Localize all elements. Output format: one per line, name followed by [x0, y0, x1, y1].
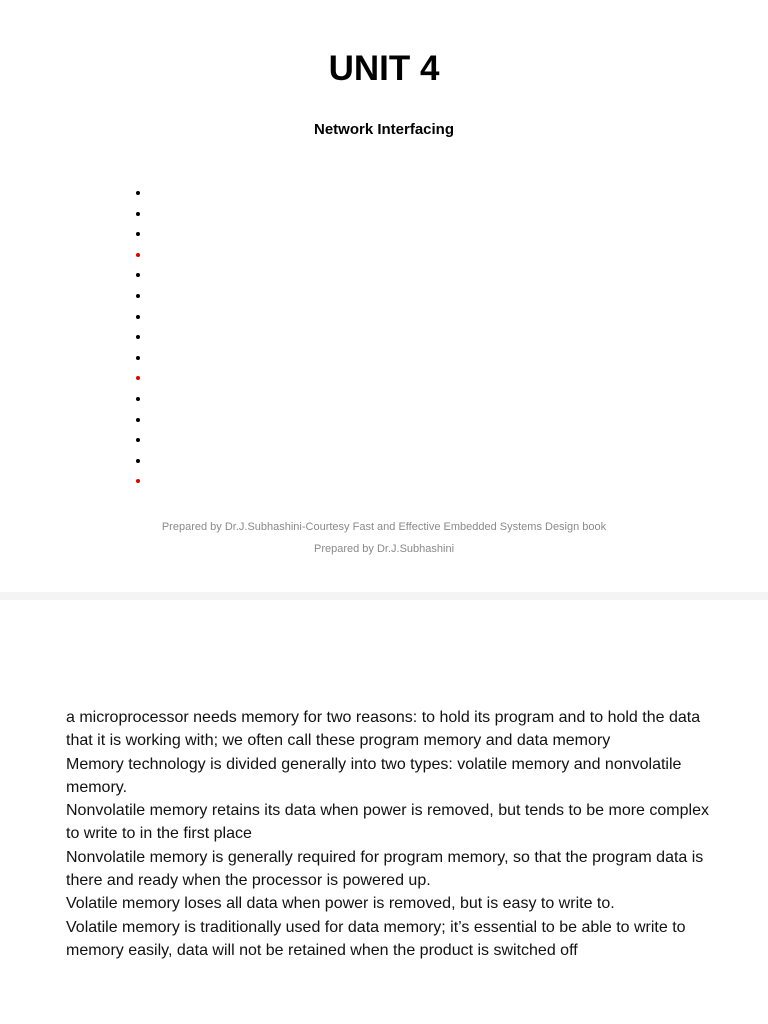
- bullet-dot-icon: [136, 459, 140, 463]
- footer-credit-line: Prepared by Dr.J.Subhashini-Courtesy Fast and Effective Embedded Systems Design book: [161, 521, 607, 533]
- memory-slide: [60, 660, 760, 1000]
- paragraph: a microprocessor needs memory for two reasons: to hold its program and to hold the data that it is working with; we often call these program memory and data memory: [66, 709, 701, 750]
- bullet-dot-icon: [136, 356, 140, 360]
- bullet-dot-icon: [136, 232, 140, 236]
- bullet-dot-icon: [136, 273, 140, 277]
- paragraph: Nonvolatile memory is generally required for program memory, so that the program data is there and ready when the processor is powered up.: [66, 848, 704, 890]
- footer-author-line: Prepared by Dr.J.Subhashini: [313, 543, 455, 555]
- bullet-dot-icon: [136, 335, 140, 339]
- bullet-dot-icon: [136, 418, 140, 422]
- bullet-dot-icon: [136, 438, 140, 442]
- slide-subtitle: Network Interfacing: [313, 121, 455, 138]
- paragraph: Volatile memory loses all data when power is removed, but is easy to write to.: [66, 895, 615, 913]
- memory-text-block: [66, 706, 726, 962]
- bullet-dot-icon: [136, 294, 140, 298]
- paragraph: Memory technology is divided generally into two types: volatile memory and nonvolatile memory.: [66, 755, 682, 796]
- bullet-dot-icon: [136, 191, 140, 195]
- bullet-dot-icon: [136, 397, 140, 401]
- bullet-dot-icon: [136, 253, 140, 257]
- bullet-dot-icon: [136, 376, 140, 380]
- slide-title: UNIT 4: [328, 49, 440, 88]
- page-divider: [0, 592, 768, 600]
- paragraph: Volatile memory is traditionally used for data memory; it’s essential to be able to write to memory easily, data will not be retained when the product is switched off: [66, 918, 686, 959]
- paragraph: Nonvolatile memory retains its data when power is removed, but tends to be more complex to write to in the first place: [66, 802, 709, 843]
- bullet-dot-icon: [136, 212, 140, 216]
- bullet-dot-icon: [136, 315, 140, 319]
- bullet-dot-icon: [136, 479, 140, 483]
